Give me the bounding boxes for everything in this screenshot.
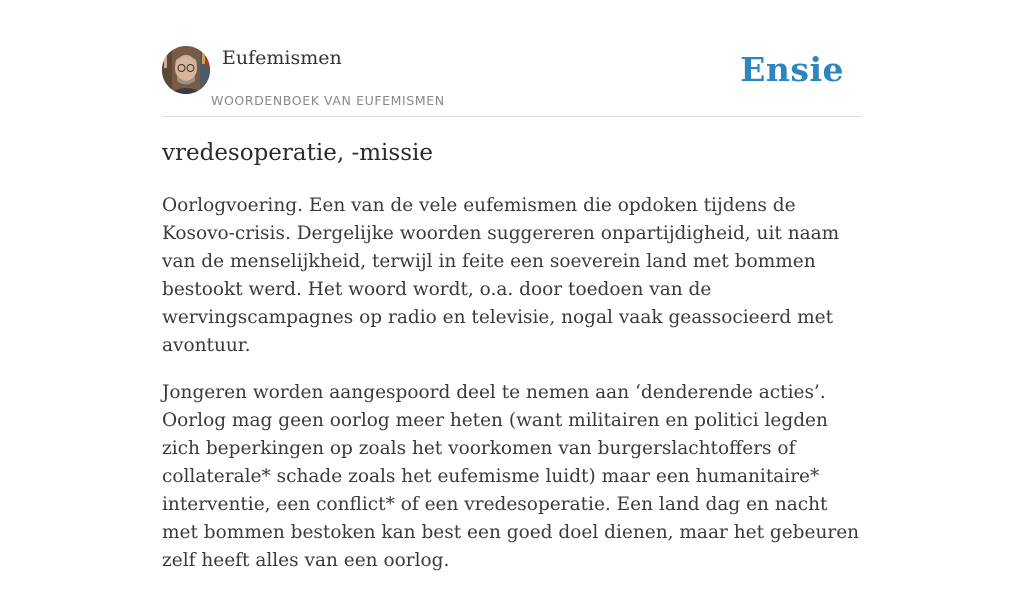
author-name[interactable]: Eufemismen [222,47,342,69]
ensie-logo[interactable]: Ensie [740,50,844,89]
entry-paragraph-2: Jongeren worden aangespoord deel te nemen aan ‘denderende acties’. Oorlog mag geen oorlog meer heten (want militairen en politici legden zich beperkingen op zoals het voorkomen van burgerslachtoffers of collaterale* schade zoals het eufemisme luidt) maar een humanitaire* interventie, een conflict* of een vredesoperatie. Een land dag en nacht met bommen bestoken kan best een goed doel dienen, maar het gebeuren zelf heeft alles van een oorlog. [162,382,860,571]
entry-paragraph-1: Oorlogvoering. Een van de vele eufemismen die opdoken tijdens de Kosovo-crisis. Dergelijke woorden suggereren onpartijdigheid, uit naam van de menselijkheid, terwijl in feite een soeverein land met bommen bestookt werd. Het woord wordt, o.a. door toedoen van de wervingscampagnes op radio en televisie, nogal vaak geassocieerd met avontuur. [162,195,840,356]
author-avatar[interactable] [162,46,210,94]
page-header [162,46,862,117]
dictionary-subtitle[interactable]: WOORDENBOEK VAN EUFEMISMEN [211,93,445,108]
avatar-image [162,46,210,94]
entry-body [162,192,866,594]
entry-title: vredesoperatie, -missie [162,140,433,166]
